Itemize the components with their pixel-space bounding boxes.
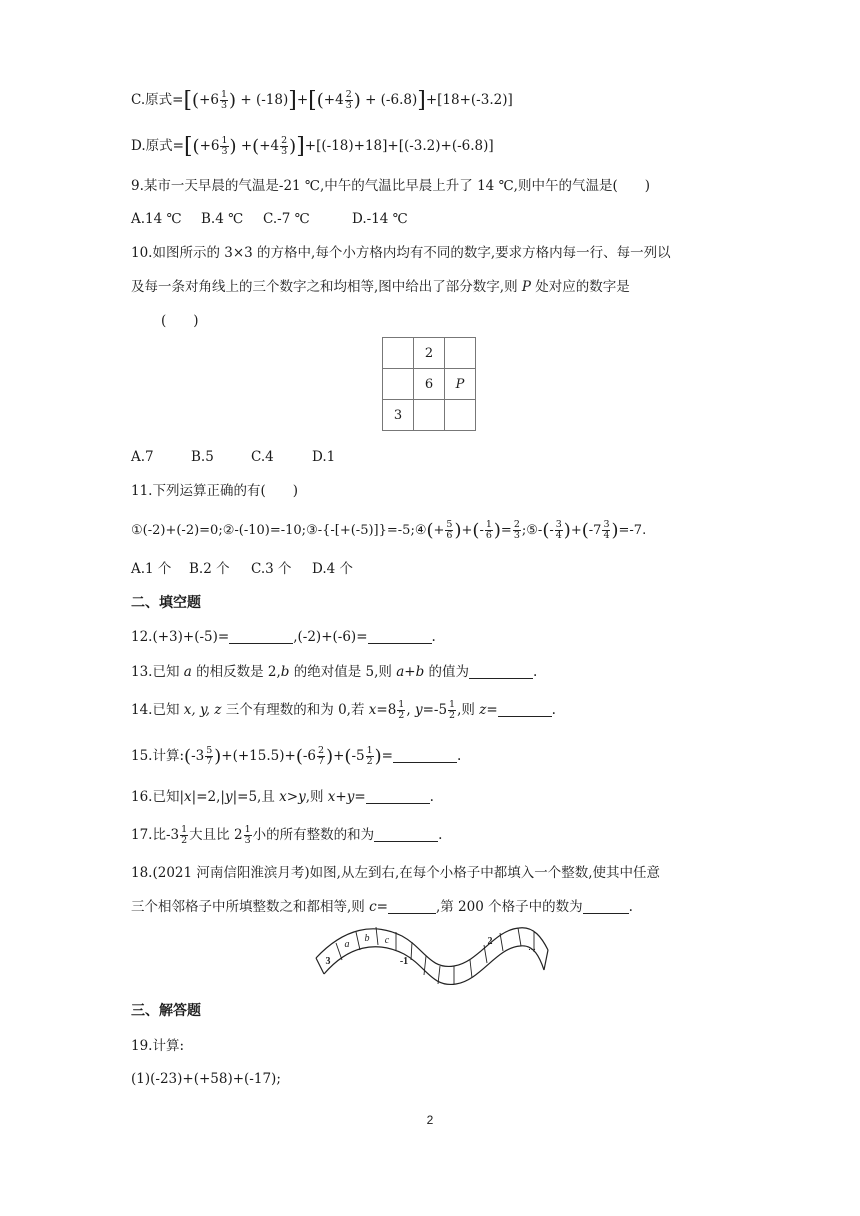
strip-label: ... [528,942,536,953]
page-number: 2 [426,1113,434,1127]
strip-label: 2 [487,936,493,947]
q10-stem-line1: 10.如图所示的 3×3 的方格中,每个小方格内均有不同的数字,要求方格内每一行、每一列以 [131,245,671,261]
q9-options [131,209,408,229]
q12: 12.(+3)+(-5)= ,(-2)+(-6)= . [131,629,436,645]
q19-part1: (1)(-23)+(+58)+(-17); [131,1071,281,1087]
answer-blank[interactable] [368,629,432,644]
grid-cell [414,400,445,431]
q9-option-a[interactable]: A.14 ℃ [131,211,182,227]
strip-label: a [344,939,350,950]
answer-blank[interactable] [469,664,533,679]
grid-cell: 2 [414,338,445,369]
q11-stem: 11.下列运算正确的有( ) [131,483,299,499]
fraction: $\frac{1}{3}$ [244,824,251,846]
strip-label: b [364,933,370,944]
q10-option-c[interactable]: C.4 [251,449,274,465]
q15: 15.计算:(-3 $\frac{5}{7}$ )+(+15.5)+(-6 $\frac{2}{7}$ )+(-5 $\frac{1}{2}$ )= . [131,745,462,767]
q16: 16.已知|x|=2,|y|=5,且 x>y,则 x+y= . [131,789,434,805]
q11-options [131,559,353,579]
answer-blank[interactable] [583,899,629,914]
q9-option-c[interactable]: C.-7 ℃ [263,211,310,227]
q19-stem: 19.计算: [131,1038,185,1054]
answer-blank[interactable] [374,827,438,842]
q10-stem-line3: ( ) [161,313,199,329]
q8-option-d: D.原式=[(+6 $\frac{1}{3}$ ) +(+4 $\frac{2}{3}$ )]+[(-18)+18]+[(-3.2)+(-6.8)] [131,134,494,159]
q11-option-d[interactable]: D.4 个 [312,561,354,577]
strip-label: c [384,935,390,946]
fraction: $\frac{5}{7}$ [206,745,213,767]
answer-blank[interactable] [229,629,293,644]
q13: 13.已知 a 的相反数是 2,b 的绝对值是 5,则 a+b 的值为 . [131,664,538,680]
fraction: $\frac{1}{2}$ [398,699,405,721]
q10-stem-line2: 及每一条对角线上的三个数字之和均相等,图中给出了部分数字,则 P 处对应的数字是 [131,279,630,295]
grid-cell: 6 [414,369,445,400]
q10-options [131,447,335,467]
q9-stem: 9.某市一天早晨的气温是-21 ℃,中午的气温比早晨上升了 14 ℃,则中午的气温是( ) [131,178,650,194]
q11-option-b[interactable]: B.2 个 [189,561,230,577]
answer-blank[interactable] [498,702,552,717]
q11-option-a[interactable]: A.1 个 [131,561,172,577]
answer-blank[interactable] [366,789,430,804]
fraction: $\frac{1}{2}$ [181,824,188,846]
fraction: $\frac{2}{3}$ [345,89,352,111]
fraction: $\frac{1}{3}$ [221,135,228,157]
q8-option-c: C.原式=[(+6 $\frac{1}{3}$ ) + (-18)]+[(+4 $\frac{2}{3}$ ) + (-6.8)]+[18+(-3.2)] [131,88,513,113]
section-heading-fill-in: 二、填空题 [131,595,201,611]
grid-cell [383,338,414,369]
section-heading-solutions: 三、解答题 [131,1003,201,1019]
q11-items: ①(-2)+(-2)=0;②-(-10)=-10;③-{-[+(-5)]}=-5;④(+ $\frac{5}{6}$ )+(- $\frac{1}{6}$ )= $\frac{2}{3}$ ;⑤-(- $\frac{3}{4}$ )+(-7 $\frac{3}{4}$ )=-7. [131,519,647,541]
fraction: $\frac{2}{3}$ [281,135,288,157]
q17: 17.比-3 $\frac{1}{2}$ 大且比 2 $\frac{1}{3}$ 小的所有整数的和为 . [131,824,443,846]
q18-line1: 18.(2021 河南信阳淮滨月考)如图,从左到右,在每个小格子中都填入一个整数,使其中任意 [131,865,661,881]
q11-option-c[interactable]: C.3 个 [251,561,292,577]
fraction: $\frac{3}{4}$ [555,519,562,541]
q10-option-b[interactable]: B.5 [191,449,214,465]
answer-blank[interactable] [388,899,436,914]
fraction: $\frac{2}{3}$ [513,519,520,541]
fraction: $\frac{5}{6}$ [446,519,453,541]
q18-line2: 三个相邻格子中所填整数之和都相等,则 c= ,第 200 个格子中的数为 . [131,899,633,915]
fraction: $\frac{1}{3}$ [220,89,228,111]
q9-option-b[interactable]: B.4 ℃ [201,211,244,227]
answer-blank[interactable] [393,748,457,763]
grid-cell-p: P [445,369,476,400]
fraction: $\frac{1}{2}$ [449,699,456,721]
q9-option-d[interactable]: D.-14 ℃ [352,211,408,227]
strip-label: 3 [325,956,331,967]
grid-cell [383,369,414,400]
grid-cell [445,338,476,369]
fraction: $\frac{1}{6}$ [485,519,492,541]
q10-option-a[interactable]: A.7 [131,449,154,465]
grid-cell: 3 [383,400,414,431]
strip-label: -1 [399,956,409,967]
grid-cell [445,400,476,431]
fraction: $\frac{3}{4}$ [603,519,610,541]
q18-wave-strip-figure [314,920,550,992]
q14: 14.已知 x, y, z 三个有理数的和为 0,若 x=8 $\frac{1}{2}$ , y=-5 $\frac{1}{2}$ ,则 z= . [131,699,556,721]
fraction: $\frac{1}{2}$ [366,745,373,767]
q10-magic-square [382,337,476,431]
q10-option-d[interactable]: D.1 [312,449,336,465]
fraction: $\frac{2}{7}$ [318,745,325,767]
